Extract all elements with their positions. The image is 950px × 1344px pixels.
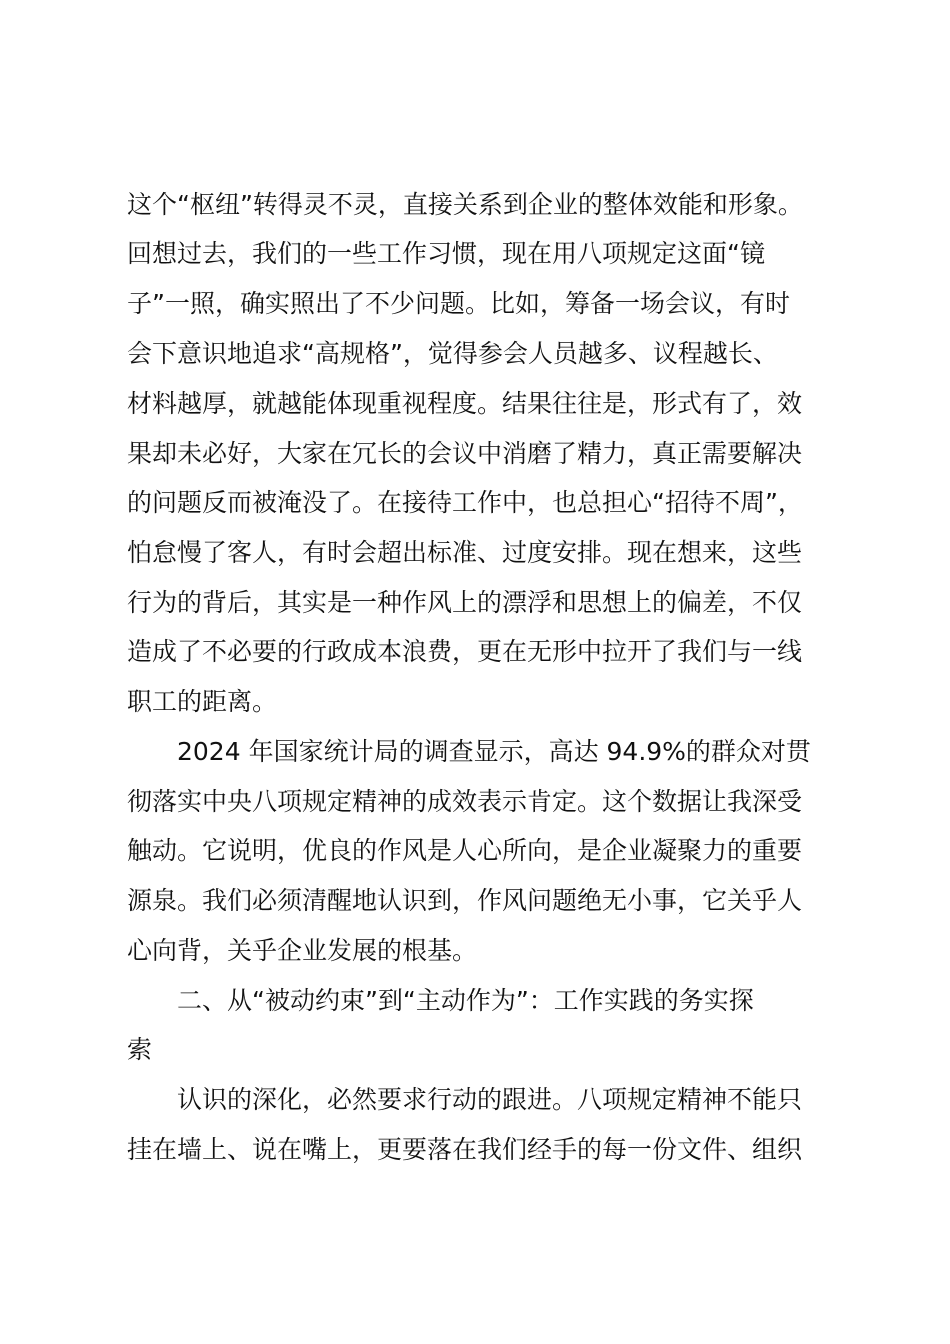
paragraph-first-line: 2024 年国家统计局的调查显示，高达 94.9%的群众对贯 <box>177 737 811 766</box>
body-text-line: 行为的背后，其实是一种作风上的漂浮和思想上的偏差，不仅 <box>127 588 803 617</box>
paragraph-first-line: 认识的深化，必然要求行动的跟进。八项规定精神不能只 <box>177 1085 803 1114</box>
body-text-line: 果却未必好，大家在冗长的会议中消磨了精力，真正需要解决 <box>127 439 803 468</box>
body-text-line: 的问题反而被淹没了。在接待工作中，也总担心“招待不周”， <box>127 488 803 517</box>
body-text-line: 这个“枢纽”转得灵不灵，直接关系到企业的整体效能和形象。 <box>127 190 803 219</box>
body-text-line: 触动。它说明，优良的作风是人心所向，是企业凝聚力的重要 <box>127 836 803 865</box>
section-heading-continuation: 索 <box>127 1035 153 1064</box>
body-text-line: 怕怠慢了客人，有时会超出标准、过度安排。现在想来，这些 <box>127 538 803 567</box>
body-text-line: 造成了不必要的行政成本浪费，更在无形中拉开了我们与一线 <box>127 637 803 666</box>
body-text-line: 彻落实中央八项规定精神的成效表示肯定。这个数据让我深受 <box>127 787 803 816</box>
body-text-line: 回想过去，我们的一些工作习惯，现在用八项规定这面“镜 <box>127 239 765 268</box>
body-text-line: 子”一照，确实照出了不少问题。比如，筹备一场会议，有时 <box>127 289 790 318</box>
body-text-line: 挂在墙上、说在嘴上，更要落在我们经手的每一份文件、组织 <box>127 1135 803 1164</box>
body-text-line: 职工的距离。 <box>127 687 278 716</box>
body-text-line: 材料越厚，就越能体现重视程度。结果往往是，形式有了，效 <box>127 389 803 418</box>
body-text-line: 心向背，关乎企业发展的根基。 <box>127 936 478 965</box>
body-text-line: 会下意识地追求“高规格”，觉得参会人员越多、议程越长、 <box>127 339 778 368</box>
section-heading: 二、从“被动约束”到“主动作为”：工作实践的务实探 <box>177 986 754 1015</box>
body-text-line: 源泉。我们必须清醒地认识到，作风问题绝无小事，它关乎人 <box>127 886 803 915</box>
